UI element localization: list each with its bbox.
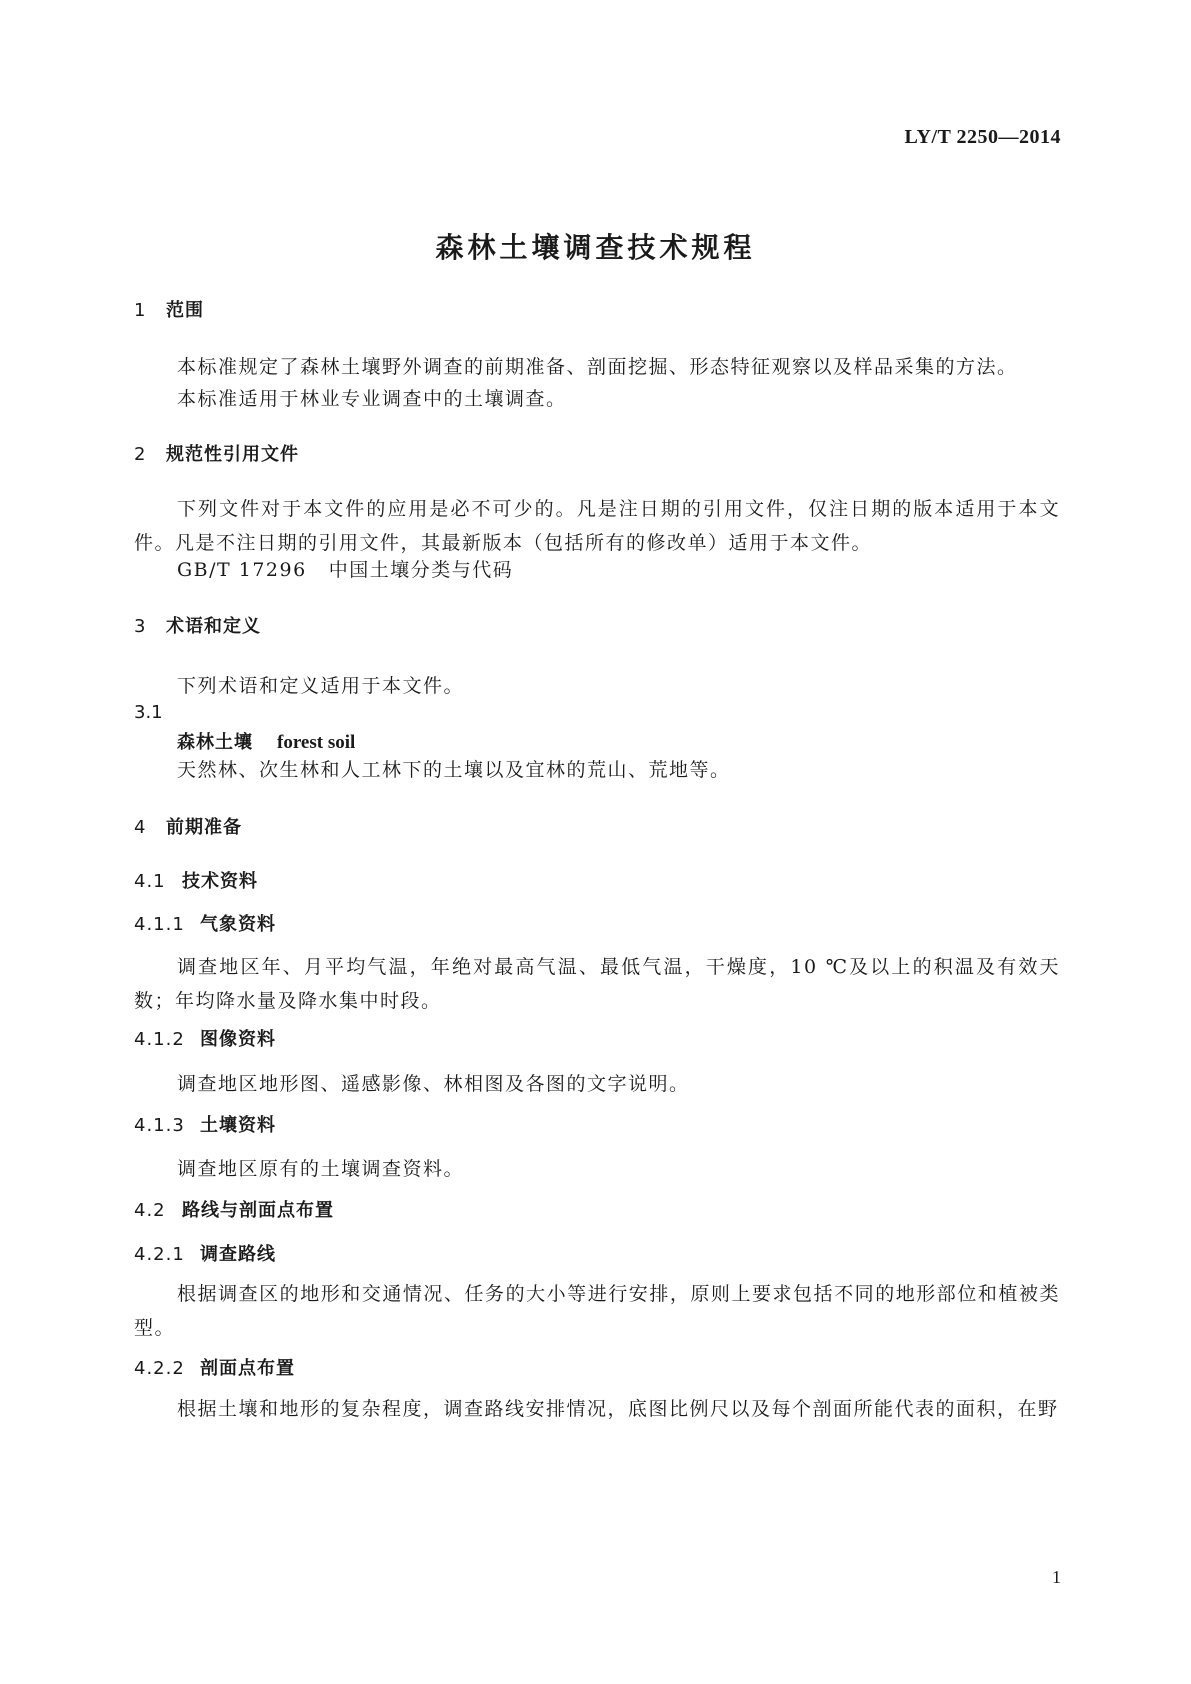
section-number: 4.2.1 — [134, 1244, 185, 1265]
term-number: 3.1 — [134, 702, 163, 723]
page-number: 1 — [1052, 1567, 1061, 1587]
section-number: 4.1 — [134, 871, 166, 892]
term-english: forest soil — [277, 732, 356, 753]
section-1-heading — [134, 296, 204, 322]
section-1-paragraph-1: 本标准规定了森林土壤野外调查的前期准备、剖面挖掘、形态特征观察以及样品采集的方法。 — [177, 356, 1018, 378]
section-title: 路线与剖面点布置 — [182, 1200, 334, 1221]
term-name — [177, 728, 355, 754]
section-4-1-heading — [134, 867, 258, 893]
section-4-2-1-heading — [134, 1240, 276, 1266]
section-4-2-1-paragraph: 根据调查区的地形和交通情况、任务的大小等进行安排，原则上要求包括不同的地形部位和植被类型。 — [134, 1283, 1060, 1339]
section-4-1-2-paragraph: 调查地区地形图、遥感影像、林相图及各图的文字说明。 — [177, 1073, 690, 1095]
section-title: 技术资料 — [182, 871, 258, 892]
section-number: 4.2.2 — [134, 1358, 185, 1379]
section-title: 前期准备 — [166, 817, 242, 838]
section-number: 3 — [134, 616, 147, 637]
section-title: 范围 — [166, 300, 204, 321]
section-title: 规范性引用文件 — [166, 444, 299, 465]
section-4-1-1-paragraph: 调查地区年、月平均气温，年绝对最高气温、最低气温，干燥度，10 ℃及以上的积温及有效天数；年均降水量及降水集中时段。 — [134, 956, 1060, 1012]
section-4-2-heading — [134, 1196, 334, 1222]
section-4-heading — [134, 813, 242, 839]
section-2-heading — [134, 440, 299, 466]
section-title: 气象资料 — [200, 914, 276, 935]
section-number: 4 — [134, 817, 147, 838]
reference-title: 中国土壤分类与代码 — [328, 559, 514, 581]
section-number: 2 — [134, 444, 147, 465]
section-title: 调查路线 — [200, 1244, 276, 1265]
standard-code: LY/T 2250—2014 — [904, 126, 1061, 148]
section-4-1-3-paragraph: 调查地区原有的土壤调查资料。 — [177, 1158, 465, 1180]
section-number: 1 — [134, 300, 147, 321]
section-2-paragraph-1: 下列文件对于本文件的应用是必不可少的。凡是注日期的引用文件，仅注日期的版本适用于本文件。凡是不注日期的引用文件，其最新版本（包括所有的修改单）适用于本文件。 — [134, 498, 1060, 554]
section-title: 土壤资料 — [200, 1115, 276, 1136]
term-chinese: 森林土壤 — [177, 732, 253, 753]
document-title: 森林土壤调查技术规程 — [435, 231, 756, 264]
section-4-1-3-heading — [134, 1111, 276, 1137]
section-number: 4.1.3 — [134, 1115, 185, 1136]
section-title: 术语和定义 — [166, 616, 261, 637]
section-title: 图像资料 — [200, 1029, 276, 1050]
reference-code: GB/T 17296 — [177, 559, 307, 581]
section-number: 4.2 — [134, 1200, 166, 1221]
section-4-1-2-heading — [134, 1025, 276, 1051]
section-3-heading — [134, 612, 261, 638]
section-number: 4.1.1 — [134, 914, 185, 935]
section-4-1-1-heading — [134, 910, 276, 936]
section-number: 4.1.2 — [134, 1029, 185, 1050]
normative-reference — [177, 555, 513, 582]
section-4-2-2-heading — [134, 1354, 295, 1380]
term-definition: 天然林、次生林和人工林下的土壤以及宜林的荒山、荒地等。 — [177, 759, 731, 781]
section-3-paragraph-1: 下列术语和定义适用于本文件。 — [177, 675, 465, 697]
section-4-2-2-paragraph: 根据土壤和地形的复杂程度，调查路线安排情况，底图比例尺以及每个剖面所能代表的面积，在野 — [177, 1398, 1059, 1420]
section-1-paragraph-2: 本标准适用于林业专业调查中的土壤调查。 — [177, 388, 567, 410]
section-title: 剖面点布置 — [200, 1358, 295, 1379]
